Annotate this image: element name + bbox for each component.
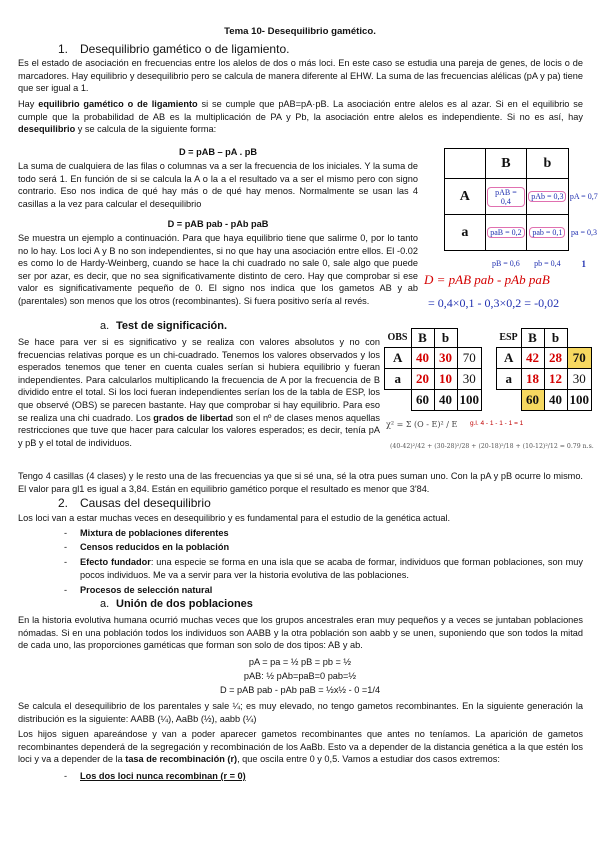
section-1-heading: Desequilibrio gamético o de ligamiento.	[80, 42, 290, 56]
obs-row-A: A	[385, 348, 412, 369]
subsection-a-letter: a.	[100, 320, 110, 332]
cell-value: pAB = 0,4	[487, 187, 526, 207]
obs-cell: 20	[411, 369, 434, 390]
formula-d-four-cells: D = pAB pab - pAb paB	[167, 219, 269, 229]
obs-header-B: B	[411, 329, 434, 348]
grid-row-a: a	[445, 215, 486, 251]
cell-value: pab = 0,1	[529, 227, 565, 238]
section-1-paragraph-6: Tengo 4 casillas (4 clases) y le resto una de las frecuencias ya que si sé una, sé la otra pues suman uno. Con la pA y pB ocurre lo mismo. El valor para gl1 es igual a 3,84. Están en equilibrio gamético porque el resultado es menor que 3'84.	[18, 471, 583, 494]
cell-value: paB = 0,2	[487, 227, 524, 238]
term-equilibrium: equilibrio gamético o de ligamiento	[38, 99, 198, 109]
esp-cell: 18	[521, 369, 544, 390]
esp-label: ESP	[499, 332, 518, 344]
obs-empty	[385, 390, 412, 411]
term-disequilibrium: desequilibrio	[18, 124, 76, 135]
term-founder-effect: Efecto fundador	[80, 557, 151, 567]
obs-cell: 40	[411, 348, 434, 369]
grid-total-pB: pB = 0,6	[491, 259, 520, 269]
equation-1: pA = pa = ½ pB = pb = ½	[248, 657, 352, 667]
grid-header-B: B	[485, 149, 527, 179]
section-2-paragraph-2: En la historia evolutiva humana ocurrió muchas veces que los grupos ancestrales eran muy pequeños y a veces se juntaban poblaciones nómadas. Si en una población todos los individuos son AABB y la otra población son aabb y se unen, suponiendo que son todos la mitad de cada uno, las proporciones gaméticas que forman son solo de dos tipos: AB y ab.	[18, 615, 583, 651]
term-recombination-rate: tasa de recombinación (r)	[125, 754, 238, 765]
obs-grand-total: 100	[457, 390, 482, 411]
esp-grand-total: 100	[567, 390, 592, 411]
grid-cell-paB	[485, 215, 527, 251]
esp-cell: 12	[544, 369, 567, 390]
obs-row-a: a	[385, 369, 412, 390]
obs-row-total: 30	[457, 369, 482, 390]
esp-row-total: 70	[567, 348, 592, 369]
grid-header-b: b	[527, 149, 568, 179]
obs-cell: 30	[434, 348, 457, 369]
esp-row-A: A	[497, 348, 522, 369]
bullet-dash: -	[64, 557, 68, 567]
frequency-grid	[444, 148, 600, 277]
subsection-a-heading: Test de significación.	[116, 320, 228, 332]
bullet-dash: -	[64, 771, 68, 781]
section-1-paragraph-2	[18, 98, 583, 136]
text-run: Hay	[18, 99, 39, 109]
text-run: y se calcula de la siguiente forma:	[75, 124, 217, 135]
cause-natural-selection: Procesos de selección natural	[80, 585, 213, 595]
esp-empty	[497, 390, 522, 411]
chi-square-formula: χ² = Σ (O - E)² / E	[386, 420, 458, 429]
obs-col-total: 60	[411, 390, 434, 411]
section-2-paragraph-1: Los loci van a estar muchas veces en desequilibrio y es fundamental para el estudio de la genética actual.	[18, 513, 451, 523]
grid-total-pa: pa = 0,3	[570, 228, 598, 237]
obs-col-total: 40	[434, 390, 457, 411]
grid-grand-total: 1	[581, 258, 587, 269]
bullet-dash: -	[64, 542, 68, 552]
bullet-dash: -	[64, 528, 68, 538]
esp-empty	[567, 329, 592, 348]
obs-header-b: b	[434, 329, 457, 348]
grid-total-pb: pb = 0,4	[534, 259, 561, 269]
esp-row-total: 30	[567, 369, 592, 390]
expected-table	[496, 328, 592, 411]
section-2-paragraph-3: Se calcula el desequilibrio de los parentales y sale ¼; es muy elevado, no tengo gametos recombinantes. En la siguiente generación la distribución es la siguiente: AABB (¼), AaBb (½), aabb (¼)	[18, 701, 583, 724]
section-1-paragraph-4: Se muestra un ejemplo a continuación. Para que haya equilibrio tiene que salirme 0, por lo tanto no lo hay. Los loci A y B no son independientes, si no que hay una asociación entre ellos. El -0.02 es como lo de Hardy-Weinberg, cuando se hace la chi cuadrado no sale 0, sale algo que puede ser por azar, es decir, que no sea significativamente distinto de cero. Hay que comprobar si ese valor es significativamente pequeño de 0. El signo nos indica que los gametos AB y ab (parentales) son menos que los otros (recombinantes). Si fuera positivo sería al revés.	[18, 233, 418, 306]
esp-cell: 42	[521, 348, 544, 369]
d-formula: D = pAB pab - pAb paB	[424, 272, 550, 287]
esp-header-B: B	[521, 329, 544, 348]
formula-d-basic: D = pAB – pA . pB	[178, 147, 257, 157]
document-title: Tema 10- Desequilibrio gamético.	[224, 26, 376, 37]
text-run: son el nº de clases menos aquellas restricciones que tuve que hacer para calcular los valores esperados; es decir, tenía pA y pB y el total de individuos.	[18, 412, 380, 448]
section-2-paragraph-4	[18, 728, 583, 766]
grid-cell-pAb	[527, 179, 568, 215]
grid-empty	[568, 149, 599, 179]
section-1-paragraph-5	[18, 336, 380, 449]
equation-3: D = pAB pab - pAb paB = ½x½ - 0 =1/4	[219, 685, 381, 695]
section-1-number: 1.	[58, 42, 69, 56]
degrees-of-freedom-note: g.l. 4 - 1 - 1 - 1 = 1	[470, 420, 524, 427]
d-formula-handwritten	[424, 272, 550, 288]
section-2-heading: Causas del desequilibrio	[80, 496, 211, 510]
section-2-number: 2.	[58, 496, 69, 510]
grid-total-pA: pA = 0,7	[569, 192, 598, 201]
text-run: : una especie se forma en una isla que se acaba de formar, individuos que forman poblaciones, son muy pocos individuos. Me va a servir para ver la historia evolutiva de las poblaciones.	[80, 557, 583, 580]
chi-square-expression: (40-42)²/42 + (30-28)²/28 + (20-18)²/18 + (10-12)²/12 = 0.79 n.s.	[390, 443, 594, 450]
obs-row-total: 70	[457, 348, 482, 369]
text-run: si se cumple que pAB=pA·pB. La asociación entre alelos es al azar. Si en el equilibrio se cumple que la probabilidad de AB es la multiplicación de PA y Pb, la asociación entre alelos es independiente. Si no es así, hay	[18, 99, 583, 122]
esp-col-total: 60	[521, 390, 544, 411]
section-1-paragraph-3: La suma de cualquiera de las filas o columnas va a ser la frecuencia de los iniciales. Y la suma de todo será 1. En función de si se calcula la A o la a el resultado va a ser el mismo pero con signo contrario. Eso nos indica de qué hay más o de qué hay menos. Normalmente se usan las 4 casillas a la vez para calcular el desequilibrio	[18, 161, 418, 209]
text-run: Los hijos siguen apareándose y van a poder aparecer gametos recombinantes que antes no teníamos. La aparición de gametos recombinantes dependerá de la segregación y recombinación de los AaBb. Esto va a depender de la distancia genética a la que estén los loci y va a depender de la	[18, 729, 583, 765]
bullet-dash: -	[64, 585, 68, 595]
observed-table	[384, 328, 482, 411]
text-run: Se hace para ver si es significativo y se realiza con valores absolutos y no con frecuencias relativas porque es un chi-cuadrado. Tenemos los valores observados y los esperados tenemos que tener en cuenta cuales serían si hubiera equilibrio y fueran independientes. Para calcularlos multiplicando la frecuencia de A por la frecuencia de B dividido entre el total. Si los loci fueran independientes serían los de la tabla de ESP, los que observé (OBS) se parecen bastante. Hay que comprobar si hay equilibrio. Para eso se realiza una chi cuadrado. Los	[18, 337, 380, 423]
subsection-2a-letter: a.	[100, 598, 110, 610]
grid-corner	[445, 149, 486, 179]
esp-cell: 28	[544, 348, 567, 369]
term-degrees-of-freedom: grados de libertad	[153, 412, 234, 423]
section-1-paragraph-1: Es el estado de asociación en frecuencias entre los alelos de dos o más loci. En este caso se estudia una pareja de genes, de locis o de marcadores. Hay equilibrio y desequilibrio pero se calcula de manera diferente al EHW. La suma de las frecuencias alélicas (pA y pa) tiene que ser igual a 1.	[18, 58, 583, 94]
d-result: = 0,4×0,1 - 0,3×0,2 = -0,02	[428, 296, 560, 310]
subsection-2a-heading: Unión de dos poblaciones	[116, 598, 253, 610]
cause-mixture: Mixtura de poblaciones diferentes	[80, 528, 229, 538]
esp-row-a: a	[497, 369, 522, 390]
esp-col-total: 40	[544, 390, 567, 411]
case-no-recombination: Los dos loci nunca recombinan (r = 0)	[80, 771, 246, 781]
grid-cell-pAB	[485, 179, 527, 215]
cause-small-census: Censos reducidos en la población	[80, 542, 230, 552]
cause-founder-effect	[80, 556, 583, 581]
obs-empty	[457, 329, 482, 348]
grid-cell-pab	[527, 215, 568, 251]
obs-label: OBS	[387, 332, 408, 344]
cell-value: pAb = 0,3	[528, 191, 566, 202]
esp-header-b: b	[544, 329, 567, 348]
obs-cell: 10	[434, 369, 457, 390]
equation-2: pAB: ½ pAb=paB=0 pab=½	[243, 671, 357, 681]
grid-row-A: A	[445, 179, 486, 215]
text-run: , que oscila entre 0 y 0,5. Vamos a estudiar dos casos extremos:	[237, 754, 500, 765]
